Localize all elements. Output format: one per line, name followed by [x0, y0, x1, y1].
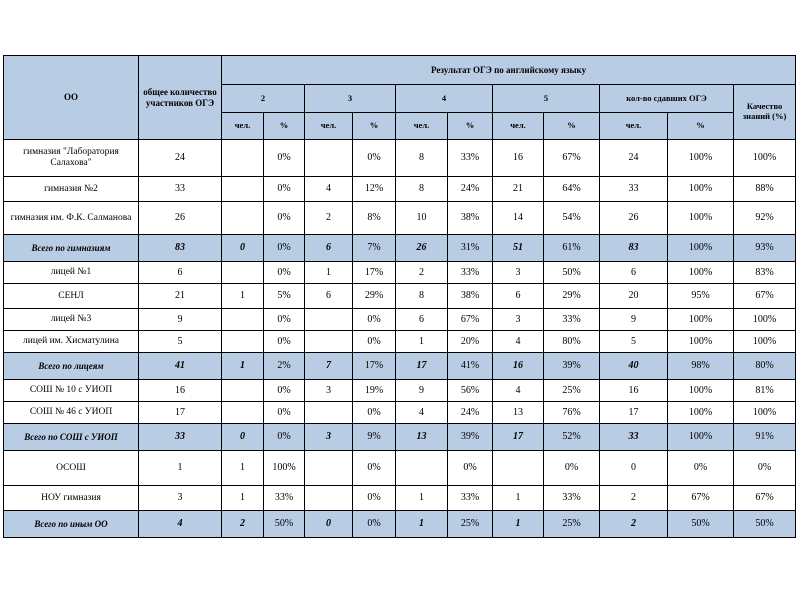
grade2-count-cell: 1 [222, 353, 264, 380]
grade3-pct-cell: 0% [353, 140, 396, 177]
grade5-pct-cell: 61% [544, 235, 600, 262]
grade2-count-cell [222, 177, 264, 202]
quality-cell: 92% [734, 202, 796, 235]
grade2-pct-cell: 0% [264, 424, 305, 451]
grade4-pct-cell: 67% [448, 309, 493, 331]
grade4-count-cell: 2 [396, 262, 448, 284]
grade3-pct-cell: 0% [353, 331, 396, 353]
header-total-participants: общее количество участников ОГЭ [139, 56, 222, 140]
header-grade-2: 2 [222, 85, 305, 113]
grade4-count-cell: 6 [396, 309, 448, 331]
total-row [4, 424, 796, 451]
grade5-pct-cell: 52% [544, 424, 600, 451]
grade2-count-cell: 0 [222, 424, 264, 451]
grade3-pct-cell: 17% [353, 262, 396, 284]
passed-count-cell: 6 [600, 262, 668, 284]
total-cell: 6 [139, 262, 222, 284]
grade5-pct-cell: 76% [544, 402, 600, 424]
passed-count-cell: 33 [600, 424, 668, 451]
header-pct: % [353, 113, 396, 140]
grade5-count-cell: 13 [493, 402, 544, 424]
table-header [4, 56, 796, 140]
grade2-count-cell [222, 331, 264, 353]
grade3-pct-cell: 0% [353, 309, 396, 331]
total-row [4, 511, 796, 538]
grade3-count-cell [305, 140, 353, 177]
table-row [4, 380, 796, 402]
grade3-count-cell [305, 309, 353, 331]
school-name-cell: гимназия №2 [4, 177, 139, 202]
grade2-pct-cell: 0% [264, 202, 305, 235]
passed-count-cell: 9 [600, 309, 668, 331]
passed-count-cell: 2 [600, 486, 668, 511]
quality-cell: 0% [734, 451, 796, 486]
table-row [4, 202, 796, 235]
grade4-count-cell: 8 [396, 140, 448, 177]
total-cell: 33 [139, 177, 222, 202]
passed-pct-cell: 100% [668, 202, 734, 235]
header-pct: % [264, 113, 305, 140]
passed-pct-cell: 98% [668, 353, 734, 380]
grade5-count-cell: 17 [493, 424, 544, 451]
total-cell: 4 [139, 511, 222, 538]
passed-count-cell: 40 [600, 353, 668, 380]
total-cell: 24 [139, 140, 222, 177]
quality-cell: 100% [734, 140, 796, 177]
grade3-count-cell: 7 [305, 353, 353, 380]
grade5-count-cell: 6 [493, 284, 544, 309]
grade4-pct-cell: 33% [448, 140, 493, 177]
grade2-pct-cell: 5% [264, 284, 305, 309]
school-name-cell: лицей №3 [4, 309, 139, 331]
total-row [4, 353, 796, 380]
passed-pct-cell: 100% [668, 402, 734, 424]
header-passed: кол-во сдавших ОГЭ [600, 85, 734, 113]
grade3-count-cell: 6 [305, 284, 353, 309]
grade4-count-cell: 1 [396, 511, 448, 538]
passed-pct-cell: 100% [668, 331, 734, 353]
grade4-pct-cell: 56% [448, 380, 493, 402]
school-name-cell: СЕНЛ [4, 284, 139, 309]
grade2-pct-cell: 0% [264, 177, 305, 202]
grade3-count-cell: 3 [305, 380, 353, 402]
grade3-count-cell [305, 451, 353, 486]
header-pct: % [668, 113, 734, 140]
grade4-pct-cell: 24% [448, 402, 493, 424]
grade3-pct-cell: 29% [353, 284, 396, 309]
total-cell: 3 [139, 486, 222, 511]
grade5-pct-cell: 64% [544, 177, 600, 202]
header-count: чел. [222, 113, 264, 140]
grade3-count-cell [305, 402, 353, 424]
passed-count-cell: 0 [600, 451, 668, 486]
results-sheet [3, 55, 795, 538]
grade5-count-cell [493, 451, 544, 486]
passed-count-cell: 24 [600, 140, 668, 177]
grade3-pct-cell: 17% [353, 353, 396, 380]
school-name-cell: гимназия им. Ф.К. Салманова [4, 202, 139, 235]
grade3-count-cell: 0 [305, 511, 353, 538]
grade5-count-cell: 51 [493, 235, 544, 262]
school-name-cell: ОСОШ [4, 451, 139, 486]
header-quality: Качество знаний (%) [734, 85, 796, 140]
quality-cell: 81% [734, 380, 796, 402]
school-name-cell: лицей №1 [4, 262, 139, 284]
quality-cell: 91% [734, 424, 796, 451]
grade5-pct-cell: 33% [544, 309, 600, 331]
passed-pct-cell: 100% [668, 309, 734, 331]
grade4-count-cell: 13 [396, 424, 448, 451]
passed-pct-cell: 50% [668, 511, 734, 538]
grade2-count-cell [222, 262, 264, 284]
school-name-cell: гимназия "Лаборатория Салахова" [4, 140, 139, 177]
grade3-pct-cell: 0% [353, 402, 396, 424]
passed-count-cell: 20 [600, 284, 668, 309]
table-row [4, 331, 796, 353]
header-count: чел. [305, 113, 353, 140]
grade2-count-cell: 0 [222, 235, 264, 262]
school-name-cell: Всего по лицеям [4, 353, 139, 380]
passed-count-cell: 17 [600, 402, 668, 424]
grade2-pct-cell: 0% [264, 402, 305, 424]
table-row [4, 262, 796, 284]
grade4-pct-cell: 39% [448, 424, 493, 451]
school-name-cell: СОШ № 46 с УИОП [4, 402, 139, 424]
table-row [4, 451, 796, 486]
grade3-count-cell [305, 331, 353, 353]
grade5-count-cell: 14 [493, 202, 544, 235]
total-cell: 1 [139, 451, 222, 486]
quality-cell: 67% [734, 486, 796, 511]
grade5-pct-cell: 25% [544, 511, 600, 538]
school-name-cell: Всего по СОШ с УИОП [4, 424, 139, 451]
grade4-pct-cell: 31% [448, 235, 493, 262]
quality-cell: 100% [734, 331, 796, 353]
grade3-pct-cell: 12% [353, 177, 396, 202]
grade5-pct-cell: 67% [544, 140, 600, 177]
table-row [4, 309, 796, 331]
quality-cell: 83% [734, 262, 796, 284]
grade2-count-cell: 1 [222, 451, 264, 486]
grade4-count-cell: 8 [396, 177, 448, 202]
grade3-count-cell: 4 [305, 177, 353, 202]
grade5-count-cell: 3 [493, 262, 544, 284]
quality-cell: 100% [734, 402, 796, 424]
grade5-pct-cell: 80% [544, 331, 600, 353]
passed-pct-cell: 100% [668, 380, 734, 402]
grade5-count-cell: 4 [493, 380, 544, 402]
grade2-pct-cell: 2% [264, 353, 305, 380]
grade4-pct-cell: 38% [448, 202, 493, 235]
passed-count-cell: 2 [600, 511, 668, 538]
grade2-count-cell [222, 309, 264, 331]
grade3-pct-cell: 19% [353, 380, 396, 402]
header-grade-5: 5 [493, 85, 600, 113]
school-name-cell: лицей им. Хисматулина [4, 331, 139, 353]
grade4-pct-cell: 25% [448, 511, 493, 538]
header-oo: ОО [4, 56, 139, 140]
grade4-pct-cell: 41% [448, 353, 493, 380]
total-cell: 17 [139, 402, 222, 424]
grade5-count-cell: 3 [493, 309, 544, 331]
grade2-count-cell: 1 [222, 284, 264, 309]
school-name-cell: Всего по гимназиям [4, 235, 139, 262]
grade5-pct-cell: 33% [544, 486, 600, 511]
grade2-pct-cell: 0% [264, 262, 305, 284]
quality-cell: 88% [734, 177, 796, 202]
grade4-pct-cell: 38% [448, 284, 493, 309]
passed-pct-cell: 0% [668, 451, 734, 486]
grade3-count-cell [305, 486, 353, 511]
grade3-pct-cell: 0% [353, 486, 396, 511]
header-pct: % [544, 113, 600, 140]
grade4-count-cell [396, 451, 448, 486]
grade3-count-cell: 2 [305, 202, 353, 235]
grade2-pct-cell: 0% [264, 309, 305, 331]
grade5-pct-cell: 50% [544, 262, 600, 284]
quality-cell: 67% [734, 284, 796, 309]
passed-pct-cell: 100% [668, 235, 734, 262]
passed-count-cell: 26 [600, 202, 668, 235]
passed-count-cell: 83 [600, 235, 668, 262]
table-row [4, 177, 796, 202]
passed-pct-cell: 67% [668, 486, 734, 511]
grade4-count-cell: 1 [396, 331, 448, 353]
grade3-pct-cell: 8% [353, 202, 396, 235]
grade5-pct-cell: 29% [544, 284, 600, 309]
total-cell: 9 [139, 309, 222, 331]
grade5-count-cell: 16 [493, 353, 544, 380]
grade2-pct-cell: 0% [264, 140, 305, 177]
quality-cell: 50% [734, 511, 796, 538]
passed-count-cell: 5 [600, 331, 668, 353]
table-row [4, 402, 796, 424]
passed-pct-cell: 100% [668, 177, 734, 202]
grade3-count-cell: 1 [305, 262, 353, 284]
grade2-pct-cell: 33% [264, 486, 305, 511]
passed-pct-cell: 100% [668, 262, 734, 284]
grade5-count-cell: 4 [493, 331, 544, 353]
grade2-count-cell: 2 [222, 511, 264, 538]
grade4-count-cell: 9 [396, 380, 448, 402]
table-row [4, 284, 796, 309]
quality-cell: 93% [734, 235, 796, 262]
grade5-pct-cell: 25% [544, 380, 600, 402]
grade5-count-cell: 1 [493, 511, 544, 538]
grade2-count-cell [222, 402, 264, 424]
school-name-cell: Всего по иным ОО [4, 511, 139, 538]
grade5-count-cell: 21 [493, 177, 544, 202]
ege-results-table [3, 55, 796, 538]
total-cell: 26 [139, 202, 222, 235]
grade4-pct-cell: 0% [448, 451, 493, 486]
grade4-count-cell: 26 [396, 235, 448, 262]
header-count: чел. [396, 113, 448, 140]
quality-cell: 100% [734, 309, 796, 331]
school-name-cell: СОШ № 10 с УИОП [4, 380, 139, 402]
grade4-count-cell: 1 [396, 486, 448, 511]
grade2-count-cell [222, 202, 264, 235]
school-name-cell: НОУ гимназия [4, 486, 139, 511]
grade2-pct-cell: 50% [264, 511, 305, 538]
total-cell: 41 [139, 353, 222, 380]
grade2-pct-cell: 0% [264, 380, 305, 402]
grade4-pct-cell: 33% [448, 262, 493, 284]
grade4-pct-cell: 20% [448, 331, 493, 353]
total-cell: 21 [139, 284, 222, 309]
grade5-pct-cell: 54% [544, 202, 600, 235]
grade2-count-cell: 1 [222, 486, 264, 511]
grade2-count-cell [222, 140, 264, 177]
header-count: чел. [493, 113, 544, 140]
grade3-count-cell: 3 [305, 424, 353, 451]
grade2-pct-cell: 0% [264, 331, 305, 353]
header-pct: % [448, 113, 493, 140]
total-cell: 83 [139, 235, 222, 262]
table-body [4, 140, 796, 538]
total-cell: 5 [139, 331, 222, 353]
grade3-pct-cell: 9% [353, 424, 396, 451]
grade2-pct-cell: 0% [264, 235, 305, 262]
grade4-pct-cell: 24% [448, 177, 493, 202]
table-row [4, 140, 796, 177]
grade5-pct-cell: 39% [544, 353, 600, 380]
quality-cell: 80% [734, 353, 796, 380]
table-row [4, 486, 796, 511]
passed-pct-cell: 95% [668, 284, 734, 309]
grade4-count-cell: 17 [396, 353, 448, 380]
grade2-count-cell [222, 380, 264, 402]
grade4-count-cell: 4 [396, 402, 448, 424]
total-row [4, 235, 796, 262]
grade4-count-cell: 10 [396, 202, 448, 235]
grade5-count-cell: 16 [493, 140, 544, 177]
passed-pct-cell: 100% [668, 424, 734, 451]
passed-count-cell: 16 [600, 380, 668, 402]
total-cell: 16 [139, 380, 222, 402]
header-count: чел. [600, 113, 668, 140]
grade3-count-cell: 6 [305, 235, 353, 262]
total-cell: 33 [139, 424, 222, 451]
grade2-pct-cell: 100% [264, 451, 305, 486]
grade3-pct-cell: 7% [353, 235, 396, 262]
passed-count-cell: 33 [600, 177, 668, 202]
grade5-pct-cell: 0% [544, 451, 600, 486]
grade4-count-cell: 8 [396, 284, 448, 309]
header-grade-4: 4 [396, 85, 493, 113]
header-result-title: Результат ОГЭ по английскому языку [222, 56, 796, 85]
passed-pct-cell: 100% [668, 140, 734, 177]
header-grade-3: 3 [305, 85, 396, 113]
grade3-pct-cell: 0% [353, 451, 396, 486]
grade5-count-cell: 1 [493, 486, 544, 511]
grade3-pct-cell: 0% [353, 511, 396, 538]
grade4-pct-cell: 33% [448, 486, 493, 511]
